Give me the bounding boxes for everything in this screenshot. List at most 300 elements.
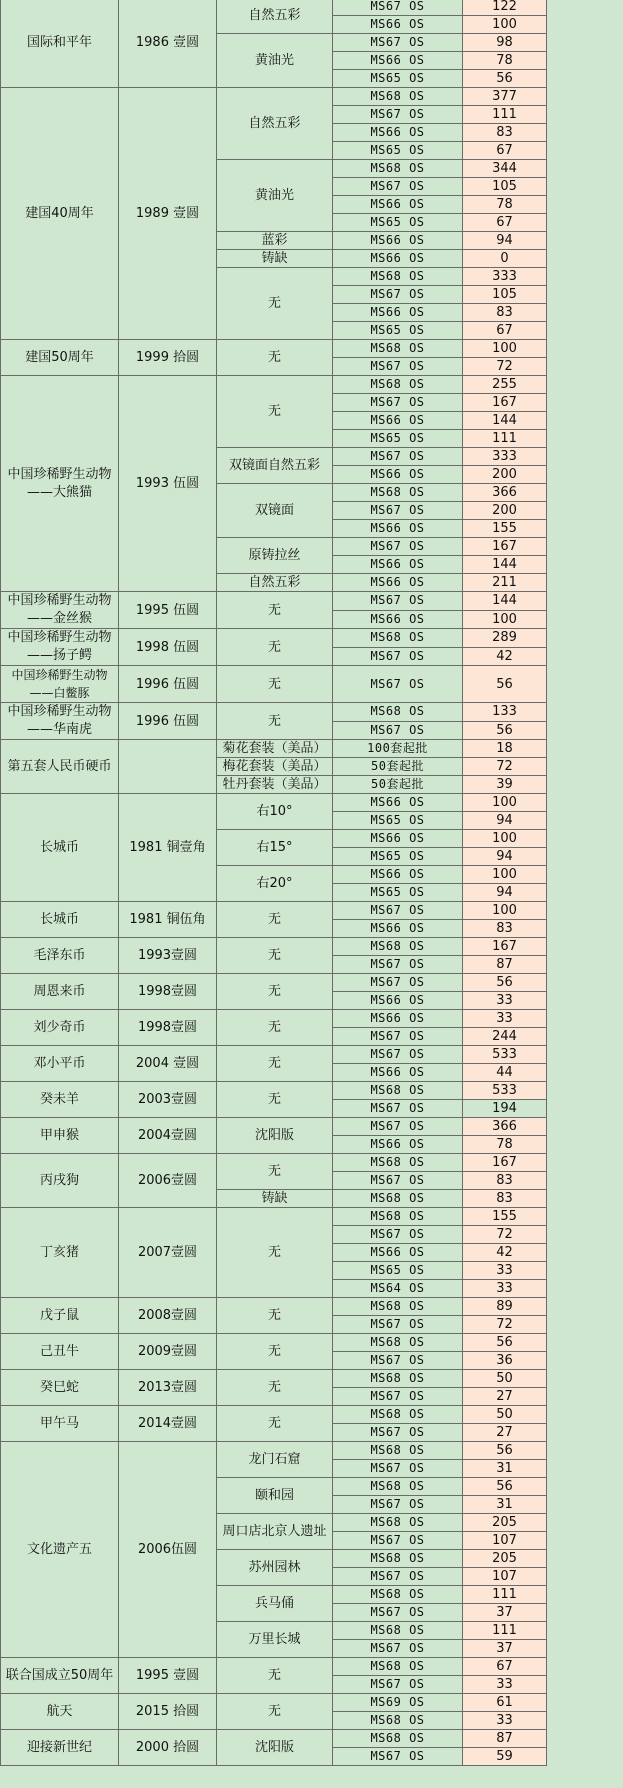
year-denomination-cell[interactable]: 1998壹圆 [119,1010,217,1046]
empty-cell[interactable] [547,1244,623,1262]
price-cell[interactable]: 98 [463,34,547,52]
version-cell[interactable]: 双镜面自然五彩 [217,448,333,484]
price-cell[interactable]: 94 [463,884,547,902]
coin-name-cell[interactable]: 建国50周年 [1,340,119,376]
coin-name-cell[interactable]: 建国40周年 [1,88,119,340]
version-cell[interactable]: 黄油光 [217,160,333,232]
grade-cell[interactable]: MS66 OS [333,1064,463,1082]
grade-cell[interactable]: MS66 OS [333,412,463,430]
empty-cell[interactable] [547,1118,623,1136]
empty-cell[interactable] [547,1280,623,1298]
empty-cell[interactable] [547,740,623,758]
empty-cell[interactable] [547,1442,623,1460]
price-cell[interactable]: 42 [463,647,547,666]
grade-cell[interactable]: MS67 OS [333,1172,463,1190]
price-cell[interactable]: 67 [463,1658,547,1676]
grade-cell[interactable]: MS68 OS [333,1478,463,1496]
coin-name-cell[interactable]: 第五套人民币硬币 [1,740,119,794]
grade-cell[interactable]: MS68 OS [333,629,463,648]
empty-cell[interactable] [547,592,623,611]
year-denomination-cell[interactable]: 1981 铜伍角 [119,902,217,938]
year-denomination-cell[interactable]: 2003壹圆 [119,1082,217,1118]
empty-cell[interactable] [547,466,623,484]
empty-cell[interactable] [547,1730,623,1748]
empty-cell[interactable] [547,1370,623,1388]
version-cell[interactable]: 颐和园 [217,1478,333,1514]
empty-cell[interactable] [547,1010,623,1028]
price-cell[interactable]: 31 [463,1496,547,1514]
grade-cell[interactable]: MS68 OS [333,1154,463,1172]
price-cell[interactable]: 133 [463,703,547,722]
version-cell[interactable]: 蓝彩 [217,232,333,250]
price-cell[interactable]: 83 [463,304,547,322]
grade-cell[interactable]: MS66 OS [333,866,463,884]
grade-cell[interactable]: MS66 OS [333,520,463,538]
price-cell[interactable]: 78 [463,52,547,70]
empty-cell[interactable] [547,1064,623,1082]
empty-cell[interactable] [547,358,623,376]
empty-cell[interactable] [547,1406,623,1424]
price-cell[interactable]: 39 [463,776,547,794]
price-cell[interactable]: 167 [463,1154,547,1172]
price-cell[interactable]: 78 [463,1136,547,1154]
empty-cell[interactable] [547,956,623,974]
grade-cell[interactable]: MS67 OS [333,1460,463,1478]
coin-name-cell[interactable]: 邓小平币 [1,1046,119,1082]
empty-cell[interactable] [547,286,623,304]
grade-cell[interactable]: MS66 OS [333,232,463,250]
version-cell[interactable]: 铸缺 [217,1190,333,1208]
year-denomination-cell[interactable]: 2006伍圆 [119,1442,217,1658]
grade-cell[interactable]: MS67 OS [333,502,463,520]
version-cell[interactable]: 无 [217,974,333,1010]
empty-cell[interactable] [547,1568,623,1586]
empty-cell[interactable] [547,1046,623,1064]
price-cell[interactable]: 87 [463,1730,547,1748]
price-cell[interactable]: 87 [463,956,547,974]
price-cell[interactable]: 89 [463,1298,547,1316]
grade-cell[interactable]: MS67 OS [333,1226,463,1244]
grade-cell[interactable]: MS68 OS [333,703,463,722]
price-cell[interactable]: 200 [463,502,547,520]
price-cell[interactable]: 33 [463,1712,547,1730]
empty-cell[interactable] [547,974,623,992]
price-cell[interactable]: 0 [463,250,547,268]
empty-cell[interactable] [547,629,623,648]
version-cell[interactable]: 万里长城 [217,1622,333,1658]
grade-cell[interactable]: MS67 OS [333,106,463,124]
empty-cell[interactable] [547,794,623,812]
coin-name-cell[interactable]: 毛泽东币 [1,938,119,974]
version-cell[interactable]: 右20° [217,866,333,902]
price-cell[interactable]: 194 [463,1100,547,1118]
coin-name-cell[interactable]: 航天 [1,1694,119,1730]
grade-cell[interactable]: MS67 OS [333,1676,463,1694]
price-cell[interactable]: 333 [463,448,547,466]
empty-cell[interactable] [547,448,623,466]
price-cell[interactable]: 33 [463,1262,547,1280]
price-cell[interactable]: 56 [463,1334,547,1352]
price-cell[interactable]: 289 [463,629,547,648]
empty-cell[interactable] [547,666,623,685]
version-cell[interactable]: 无 [217,1298,333,1334]
coin-name-cell[interactable]: 中国珍稀野生动物——华南虎 [1,703,119,740]
version-cell[interactable]: 无 [217,902,333,938]
grade-cell[interactable]: MS66 OS [333,196,463,214]
grade-cell[interactable]: MS67 OS [333,666,463,703]
grade-cell[interactable]: MS66 OS [333,124,463,142]
grade-cell[interactable]: MS66 OS [333,556,463,574]
coin-name-cell[interactable]: 中国珍稀野生动物——扬子鳄 [1,629,119,666]
empty-cell[interactable] [547,1208,623,1226]
empty-cell[interactable] [547,992,623,1010]
empty-cell[interactable] [547,1316,623,1334]
grade-cell[interactable]: MS65 OS [333,322,463,340]
year-denomination-cell[interactable]: 2009壹圆 [119,1334,217,1370]
empty-cell[interactable] [547,866,623,884]
grade-cell[interactable]: MS66 OS [333,16,463,34]
empty-cell[interactable] [547,1154,623,1172]
version-cell[interactable]: 无 [217,1208,333,1298]
grade-cell[interactable]: MS67 OS [333,358,463,376]
price-cell[interactable]: 67 [463,214,547,232]
year-denomination-cell[interactable]: 2013壹圆 [119,1370,217,1406]
grade-cell[interactable]: MS67 OS [333,721,463,740]
empty-cell[interactable] [547,160,623,178]
grade-cell[interactable]: MS68 OS [333,1658,463,1676]
price-cell[interactable]: 255 [463,376,547,394]
version-cell[interactable]: 原铸拉丝 [217,538,333,574]
empty-cell[interactable] [547,758,623,776]
year-denomination-cell[interactable]: 2000 拾圆 [119,1730,217,1766]
grade-cell[interactable]: MS67 OS [333,647,463,666]
grade-cell[interactable]: MS68 OS [333,160,463,178]
price-cell[interactable]: 33 [463,992,547,1010]
coin-name-cell[interactable]: 癸巳蛇 [1,1370,119,1406]
version-cell[interactable]: 无 [217,376,333,448]
coin-name-cell[interactable]: 联合国成立50周年 [1,1658,119,1694]
empty-cell[interactable] [547,1676,623,1694]
price-cell[interactable]: 18 [463,740,547,758]
grade-cell[interactable]: MS68 OS [333,88,463,106]
grade-cell[interactable]: MS68 OS [333,376,463,394]
grade-cell[interactable]: MS68 OS [333,484,463,502]
version-cell[interactable]: 苏州园林 [217,1550,333,1586]
version-cell[interactable]: 自然五彩 [217,0,333,34]
price-cell[interactable]: 105 [463,286,547,304]
empty-cell[interactable] [547,1424,623,1442]
price-cell[interactable]: 100 [463,830,547,848]
grade-cell[interactable]: MS67 OS [333,1046,463,1064]
price-cell[interactable]: 111 [463,430,547,448]
grade-cell[interactable]: MS66 OS [333,1244,463,1262]
empty-cell[interactable] [547,1100,623,1118]
price-cell[interactable]: 33 [463,1280,547,1298]
grade-cell[interactable]: MS68 OS [333,1082,463,1100]
price-cell[interactable]: 94 [463,232,547,250]
price-cell[interactable]: 211 [463,574,547,592]
empty-cell[interactable] [547,1604,623,1622]
price-cell[interactable]: 67 [463,142,547,160]
empty-cell[interactable] [547,1532,623,1550]
empty-cell[interactable] [547,1226,623,1244]
price-cell[interactable]: 100 [463,866,547,884]
year-denomination-cell[interactable]: 1986 壹圆 [119,0,217,88]
price-cell[interactable]: 33 [463,1010,547,1028]
empty-cell[interactable] [547,647,623,666]
price-cell[interactable]: 27 [463,1388,547,1406]
empty-cell[interactable] [547,938,623,956]
version-cell[interactable]: 无 [217,1406,333,1442]
grade-cell[interactable]: MS68 OS [333,1298,463,1316]
coin-name-cell[interactable]: 刘少奇币 [1,1010,119,1046]
grade-cell[interactable]: MS67 OS [333,286,463,304]
empty-cell[interactable] [547,1298,623,1316]
price-cell[interactable]: 333 [463,268,547,286]
empty-cell[interactable] [547,920,623,938]
empty-cell[interactable] [547,1352,623,1370]
grade-cell[interactable]: MS66 OS [333,304,463,322]
price-cell[interactable]: 107 [463,1568,547,1586]
grade-cell[interactable]: MS66 OS [333,992,463,1010]
grade-cell[interactable]: MS66 OS [333,1010,463,1028]
grade-cell[interactable]: MS67 OS [333,1748,463,1766]
version-cell[interactable]: 牡丹套装（美品） [217,776,333,794]
empty-cell[interactable] [547,430,623,448]
price-cell[interactable]: 56 [463,666,547,703]
price-cell[interactable]: 533 [463,1046,547,1064]
grade-cell[interactable]: MS67 OS [333,592,463,611]
price-cell[interactable]: 244 [463,1028,547,1046]
grade-cell[interactable]: MS68 OS [333,1514,463,1532]
grade-cell[interactable]: MS65 OS [333,848,463,866]
empty-cell[interactable] [547,394,623,412]
version-cell[interactable]: 无 [217,1154,333,1190]
price-cell[interactable]: 33 [463,1676,547,1694]
year-denomination-cell[interactable]: 2008壹圆 [119,1298,217,1334]
version-cell[interactable]: 无 [217,1334,333,1370]
price-cell[interactable]: 72 [463,1226,547,1244]
grade-cell[interactable]: MS68 OS [333,268,463,286]
empty-cell[interactable] [547,196,623,214]
price-cell[interactable]: 67 [463,322,547,340]
price-cell[interactable]: 44 [463,1064,547,1082]
empty-cell[interactable] [547,34,623,52]
grade-cell[interactable]: MS67 OS [333,1640,463,1658]
grade-cell[interactable]: MS67 OS [333,1532,463,1550]
empty-cell[interactable] [547,1658,623,1676]
grade-cell[interactable]: MS67 OS [333,1100,463,1118]
empty-cell[interactable] [547,1136,623,1154]
grade-cell[interactable]: MS67 OS [333,1028,463,1046]
grade-cell[interactable]: MS67 OS [333,34,463,52]
empty-cell[interactable] [547,721,623,740]
version-cell[interactable]: 黄油光 [217,34,333,88]
version-cell[interactable]: 无 [217,938,333,974]
version-cell[interactable]: 右10° [217,794,333,830]
version-cell[interactable]: 无 [217,268,333,340]
empty-cell[interactable] [547,250,623,268]
price-cell[interactable]: 72 [463,1316,547,1334]
grade-cell[interactable]: MS66 OS [333,52,463,70]
coin-name-cell[interactable]: 长城币 [1,794,119,902]
version-cell[interactable]: 自然五彩 [217,574,333,592]
grade-cell[interactable]: MS67 OS [333,902,463,920]
year-denomination-cell[interactable]: 2014壹圆 [119,1406,217,1442]
price-cell[interactable]: 50 [463,1370,547,1388]
version-cell[interactable]: 梅花套装（美品） [217,758,333,776]
grade-cell[interactable]: MS69 OS [333,1694,463,1712]
coin-name-cell[interactable]: 中国珍稀野生动物——大熊猫 [1,376,119,592]
empty-cell[interactable] [547,1172,623,1190]
version-cell[interactable]: 无 [217,340,333,376]
grade-cell[interactable]: MS67 OS [333,956,463,974]
coin-name-cell[interactable]: 文化遗产五 [1,1442,119,1658]
grade-cell[interactable]: MS66 OS [333,920,463,938]
price-cell[interactable]: 31 [463,1460,547,1478]
price-cell[interactable]: 50 [463,1406,547,1424]
empty-cell[interactable] [547,684,623,703]
year-denomination-cell[interactable]: 1996 伍圆 [119,703,217,740]
grade-cell[interactable]: MS67 OS [333,1316,463,1334]
empty-cell[interactable] [547,574,623,592]
version-cell[interactable]: 双镜面 [217,484,333,538]
grade-cell[interactable]: MS64 OS [333,1280,463,1298]
year-denomination-cell[interactable]: 1989 壹圆 [119,88,217,340]
price-cell[interactable]: 205 [463,1514,547,1532]
version-cell[interactable]: 周口店北京人遗址 [217,1514,333,1550]
grade-cell[interactable]: MS67 OS [333,448,463,466]
grade-cell[interactable]: MS68 OS [333,340,463,358]
price-cell[interactable]: 100 [463,610,547,629]
empty-cell[interactable] [547,830,623,848]
year-denomination-cell[interactable]: 2004壹圆 [119,1118,217,1154]
grade-cell[interactable]: MS65 OS [333,214,463,232]
empty-cell[interactable] [547,178,623,196]
year-denomination-cell[interactable]: 1995 壹圆 [119,1658,217,1694]
empty-cell[interactable] [547,1622,623,1640]
empty-cell[interactable] [547,1460,623,1478]
price-cell[interactable]: 167 [463,394,547,412]
version-cell[interactable]: 无 [217,1010,333,1046]
coin-name-cell[interactable]: 中国珍稀野生动物——金丝猴 [1,592,119,629]
version-cell[interactable]: 无 [217,703,333,740]
price-cell[interactable]: 61 [463,1694,547,1712]
grade-cell[interactable]: MS66 OS [333,794,463,812]
grade-cell[interactable]: MS66 OS [333,574,463,592]
price-cell[interactable]: 377 [463,88,547,106]
coin-name-cell[interactable]: 丙戌狗 [1,1154,119,1208]
empty-cell[interactable] [547,1388,623,1406]
price-cell[interactable]: 111 [463,1586,547,1604]
grade-cell[interactable]: MS67 OS [333,1424,463,1442]
version-cell[interactable]: 无 [217,1370,333,1406]
grade-cell[interactable]: MS67 OS [333,178,463,196]
year-denomination-cell[interactable]: 1999 拾圆 [119,340,217,376]
empty-cell[interactable] [547,1586,623,1604]
year-denomination-cell[interactable]: 1998 伍圆 [119,629,217,666]
price-cell[interactable]: 83 [463,920,547,938]
coin-name-cell[interactable]: 甲申猴 [1,1118,119,1154]
price-cell[interactable]: 94 [463,812,547,830]
grade-cell[interactable]: MS67 OS [333,394,463,412]
price-cell[interactable]: 107 [463,1532,547,1550]
grade-cell[interactable]: MS68 OS [333,1550,463,1568]
year-denomination-cell[interactable]: 1993壹圆 [119,938,217,974]
coin-name-cell[interactable]: 长城币 [1,902,119,938]
grade-cell[interactable]: MS68 OS [333,1442,463,1460]
empty-cell[interactable] [547,848,623,866]
empty-cell[interactable] [547,1550,623,1568]
empty-cell[interactable] [547,1028,623,1046]
price-cell[interactable]: 111 [463,1622,547,1640]
version-cell[interactable]: 沈阳版 [217,1118,333,1154]
price-cell[interactable]: 56 [463,70,547,88]
price-cell[interactable]: 100 [463,902,547,920]
empty-cell[interactable] [547,142,623,160]
grade-cell[interactable]: MS65 OS [333,430,463,448]
year-denomination-cell[interactable]: 2004 壹圆 [119,1046,217,1082]
empty-cell[interactable] [547,412,623,430]
price-cell[interactable]: 83 [463,124,547,142]
version-cell[interactable]: 沈阳版 [217,1730,333,1766]
grade-cell[interactable]: MS68 OS [333,1334,463,1352]
price-cell[interactable]: 144 [463,412,547,430]
grade-cell[interactable]: MS66 OS [333,250,463,268]
price-cell[interactable]: 205 [463,1550,547,1568]
price-cell[interactable]: 37 [463,1640,547,1658]
version-cell[interactable]: 无 [217,1046,333,1082]
empty-cell[interactable] [547,776,623,794]
grade-cell[interactable]: MS68 OS [333,1712,463,1730]
price-cell[interactable]: 366 [463,484,547,502]
empty-cell[interactable] [547,322,623,340]
version-cell[interactable]: 右15° [217,830,333,866]
grade-cell[interactable]: MS65 OS [333,142,463,160]
year-denomination-cell[interactable]: 1995 伍圆 [119,592,217,629]
empty-cell[interactable] [547,70,623,88]
grade-cell[interactable]: 50套起批 [333,776,463,794]
price-cell[interactable]: 83 [463,1190,547,1208]
grade-cell[interactable]: 50套起批 [333,758,463,776]
grade-cell[interactable]: MS68 OS [333,1730,463,1748]
grade-cell[interactable]: MS67 OS [333,1388,463,1406]
grade-cell[interactable]: MS68 OS [333,1622,463,1640]
grade-cell[interactable]: MS66 OS [333,610,463,629]
empty-cell[interactable] [547,214,623,232]
grade-cell[interactable]: MS67 OS [333,1496,463,1514]
grade-cell[interactable]: MS67 OS [333,1118,463,1136]
grade-cell[interactable]: MS65 OS [333,70,463,88]
empty-cell[interactable] [547,106,623,124]
empty-cell[interactable] [547,556,623,574]
version-cell[interactable]: 龙门石窟 [217,1442,333,1478]
price-cell[interactable]: 155 [463,1208,547,1226]
empty-cell[interactable] [547,16,623,34]
empty-cell[interactable] [547,376,623,394]
price-cell[interactable]: 56 [463,721,547,740]
price-cell[interactable]: 59 [463,1748,547,1766]
coin-name-cell[interactable]: 己丑牛 [1,1334,119,1370]
price-cell[interactable]: 36 [463,1352,547,1370]
year-denomination-cell[interactable]: 1996 伍圆 [119,666,217,703]
price-cell[interactable]: 366 [463,1118,547,1136]
price-cell[interactable]: 27 [463,1424,547,1442]
grade-cell[interactable]: MS68 OS [333,1406,463,1424]
grade-cell[interactable]: MS67 OS [333,1352,463,1370]
grade-cell[interactable]: 100套起批 [333,740,463,758]
empty-cell[interactable] [547,812,623,830]
